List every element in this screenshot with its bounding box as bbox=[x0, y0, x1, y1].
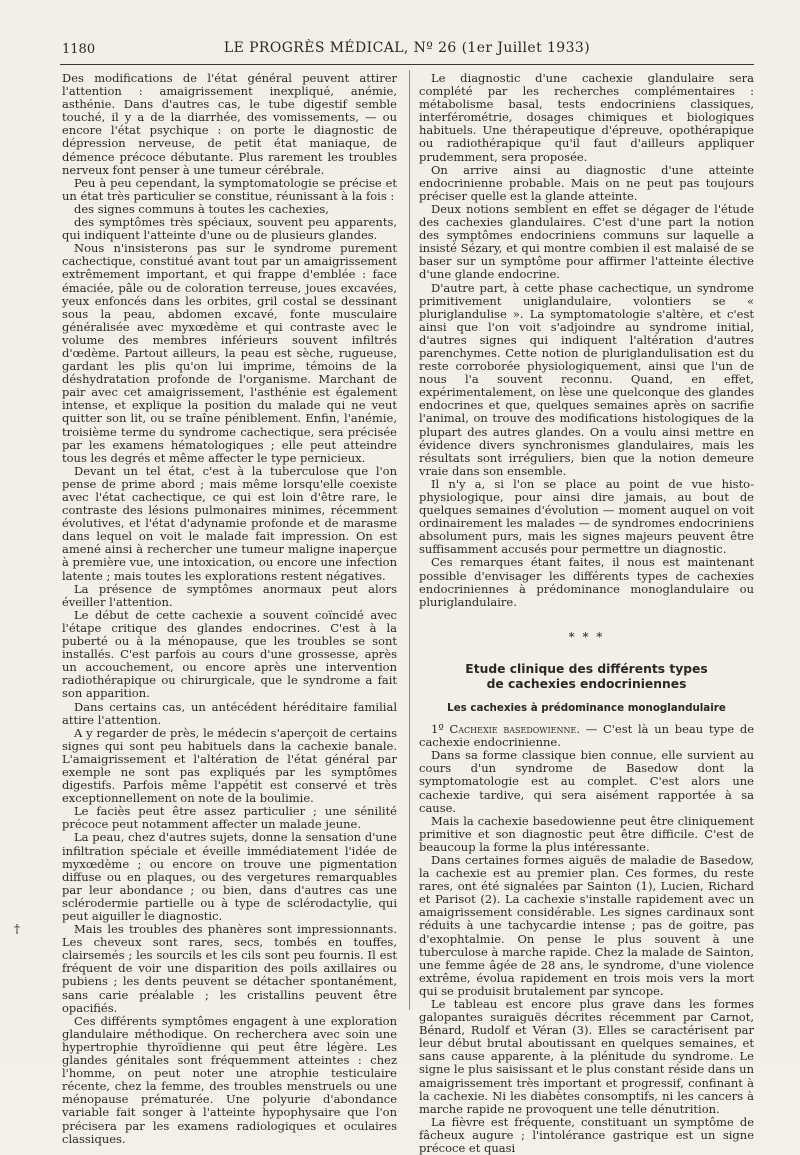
paragraph: Il n'y a, si l'on se place au point de vue histo-physiologique, pour ainsi dire jamais, au bout de quelques semaines d'évolution — moment auquel on voit ordinairement les malades — de syndromes endocriniens absolument purs, mais les signes majeurs peuvent être suffisamment accusés pour permettre un diagnostic. bbox=[419, 476, 754, 557]
paragraph: Peu à peu cependant, la symptomatologie se précise et un état très particulier se constitue, réunissant à la fois : bbox=[62, 175, 397, 203]
right-column bbox=[419, 72, 754, 1155]
paragraph: D'autre part, à cette phase cachectique, un syndrome primitivement uniglandulaire, volontiers se « pluriglandulise ». La symptomatologie s'altère, et c'est ainsi que l'on voit s'adjoindre au syndrome initial, d'autres signes qui indiquent l'altération d'autres parenchymes. Cette notion de pluriglandulisation est du reste corroborée physiologiquement, ainsi que l'un de nous l'a souvent reconnu. Quand, en effet, expérimentalement, on lèse une quelconque des glandes endocrines et que, quelques semaines après on sacrifie l'animal, on trouve des modifications histologiques de la plupart des autres glandes. On a voulu ainsi mettre en évidence divers synchronismes glandulaires, mais les résultats sont irréguliers, bien que la notion demeure vraie dans son ensemble. bbox=[419, 280, 754, 478]
paragraph: Dans certains cas, un antécédent héréditaire familial attire l'attention. bbox=[62, 699, 397, 727]
section-asterism: * * * bbox=[568, 629, 605, 644]
paragraph: Le tableau est encore plus grave dans les formes galopantes suraiguës décrites récemment par Carnot, Bénard, Rudolf et Véran (3). Elles se caractérisent par leur début brutal aboutissant en quelques semaines, et sans cause apparente, à la plénitude du syndrome. Le signe le plus saisissant et le plus constant réside dans un amaigrissement très important et progressif, confinant à la cachexie. Ni les diabètes consomptifs, ni les cancers à marche rapide ne provoquent une telle dénutrition. bbox=[419, 997, 754, 1116]
page-header bbox=[62, 38, 752, 60]
subsection-title: Les cachexies à prédominance monoglandulaire bbox=[447, 701, 726, 714]
paragraph: Ces remarques étant faites, il nous est maintenant possible d'envisager les différents types de cachexies endocriniennes à prédominance monoglandulaire ou pluriglandulaire. bbox=[419, 555, 754, 609]
column-divider bbox=[409, 70, 410, 1010]
paragraph: Devant un tel état, c'est à la tuberculose que l'on pense de prime abord ; mais même lorsqu'elle coexiste avec l'état cachectique, ce qui est loin d'être rare, le contraste des lésions pulmonaires minimes, récemment évolutives, et l'état d'adynamie profonde et de marasme dans lequel on voit le malade fait impression. On est amené ainsi à rechercher une tumeur maligne inaperçue à première vue, une intoxication, ou encore une infection latente ; mais toutes les explorations restent négatives. bbox=[62, 463, 397, 583]
paragraph: Le début de cette cachexie a souvent coïncidé avec l'étape critique des glandes endocrines. C'est à la puberté ou à la ménopause, que les troubles se sont installés. C'est parfois au cours d'une grossesse, après un accouchement, ou encore après une intervention radiothérapique ou chirurgicale, que le syndrome a fait son apparition. bbox=[62, 607, 397, 701]
section-title-line-2: de cachexies endocriniennes bbox=[486, 676, 687, 691]
paragraph: A y regarder de près, le médecin s'aperçoit de certains signes qui sont peu habituels dans la cachexie banale. L'amaigrissement et l'altération de l'état général par exemple ne sont pas expliqués par les symptômes digestifs. Parfois même l'appétit est conservé et très exceptionnellement on note de la boulimie. bbox=[62, 725, 397, 806]
paragraph: On arrive ainsi au diagnostic d'une atteinte endocrinienne probable. Mais on ne peut pas toujours préciser quelle est la glande atteinte. bbox=[419, 162, 754, 203]
paragraph: Mais les troubles des phanères sont impressionnants. Les cheveux sont rares, secs, tombés en touffes, clairsemés ; les sourcils et les cils sont peu fournis. Il est fréquent de voir une disparition des poils axillaires ou pubiens ; les dents peuvent se détacher spontanément, sans carie préalable ; les cristallins peuvent être opacifiés. bbox=[62, 922, 397, 1015]
paragraph: La présence de symptômes anormaux peut alors éveiller l'attention. bbox=[62, 581, 397, 609]
section-title-line-1: Etude clinique des différents types bbox=[465, 661, 708, 676]
paragraph: Des modifications de l'état général peuvent attirer l'attention : amaigrissement inexpliqué, anémie, asthénie. Dans d'autres cas, le tube digestif semble touché, il y a de la diarrhée, des vomissements, — ou encore l'état psychique : on porte le diagnostic de dépression nerveuse, de petit état maniaque, de démence précoce débutante. Plus rarement les troubles nerveux font penser à une tumeur cérébrale. bbox=[62, 71, 397, 177]
margin-mark: † bbox=[14, 922, 20, 936]
item-text: — C'est là un beau type de cachexie endocrinienne. bbox=[419, 722, 755, 750]
paragraph: Le diagnostic d'une cachexie glandulaire sera complété par les recherches complémentaires : métabolisme basal, tests endocriniens classiques, interférométrie, dosages chimiques et biologiques habituels. Une thérapeutique d'épreuve, opothérapique ou radiothérapique qu'il faut d'ailleurs appliquer prudemment, sera proposée. bbox=[419, 71, 754, 164]
paragraph: des symptômes très spéciaux, souvent peu apparents, qui indiquent l'atteinte d'une ou de plusieurs glandes. bbox=[62, 215, 397, 243]
paragraph: Dans sa forme classique bien connue, elle survient au cours d'un syndrome de Basedow dont la symptomatologie est au complet. C'est alors une cachexie tardive, qui sera aisément rapportée à sa cause. bbox=[419, 748, 754, 815]
item-heading: 1º Cachexie basedowienne. bbox=[431, 722, 581, 737]
paragraph: Ces différents symptômes engagent à une exploration glandulaire méthodique. On recherchera avec soin une hypertrophie thyroïdienne qui peut être légère. Les glandes génitales sont fréquemment atteintes : chez l'homme, on peut noter une atrophie testiculaire récente, chez la femme, des troubles menstruels ou une ménopause prématurée. Une polyurie d'abondance variable fait songer à l'atteinte hypophysaire que l'on précisera par les examens radiologiques et oculaires classiques. bbox=[62, 1013, 397, 1146]
header-rule bbox=[60, 64, 754, 65]
paragraph: des signes communs à toutes les cachexies, bbox=[74, 201, 329, 216]
paragraph: Mais la cachexie basedowienne peut être cliniquement primitive et son diagnostic peut être difficile. C'est de beaucoup la forme la plus intéressante. bbox=[419, 813, 754, 854]
paragraph: La fièvre est fréquente, constituant un symptôme de fâcheux augure ; l'intolérance gastrique est un signe précoce et quasi bbox=[419, 1114, 754, 1155]
page-number: 1180 bbox=[62, 42, 96, 57]
paragraph: La peau, chez d'autres sujets, donne la sensation d'une infiltration spéciale et éveille immédiatement l'idée de myxœdème ; ou encore on trouve une pigmentation diffuse ou en plaques, ou des vergetures remarquables par leur abondance ; ou bien, dans d'autres cas une sclérodermie partielle ou à type de sclérodactylie, qui peut aiguiller le diagnostic. bbox=[62, 830, 397, 923]
left-column bbox=[62, 72, 397, 1146]
paragraph: Le faciès peut être assez particulier ; une sénilité précoce peut notamment affecter un malade jeune. bbox=[62, 804, 397, 832]
paragraph: Deux notions semblent en effet se dégager de l'étude des cachexies glandulaires. C'est d'une part la notion des symptômes endocriniens communs sur laquelle a insisté Sézary, et qui montre combien il est malaisé de se baser sur un symptôme pour affirmer l'atteinte élective d'une glande endocrine. bbox=[419, 201, 754, 282]
item-paragraph bbox=[419, 723, 754, 749]
paragraph: Nous n'insisterons pas sur le syndrome purement cachectique, constitué avant tout par un amaigrissement extrêmement important, et qui frappe d'emblée : face émaciée, pâle ou de coloration terreuse, joues excavées, yeux enfoncés dans les orbites, gril costal se dessinant sous la peau, abdomen excavé, fonte musculaire généralisée avec myxœdème et qui contraste avec le volume des membres inférieurs souvent infiltrés d'œdème. Partout ailleurs, la peau est sèche, rugueuse, gardant les plis qu'on lui imprime, témoins de la déshydratation profonde de l'organisme. Marchant de pair avec cet amaigrissement, l'asthénie est également intense, et explique la position du malade qui ne veut quitter son lit, ou se traîne péniblement. Enfin, l'anémie, troisième terme du syndrome cachectique, sera précisée par les examens hématologiques ; elle peut atteindre tous les degrés et même affecter le type pernicieux. bbox=[62, 241, 397, 465]
running-title: LE PROGRÈS MÉDICAL, Nº 26 (1er Juillet 1933) bbox=[223, 40, 591, 56]
paragraph: Dans certaines formes aiguës de maladie de Basedow, la cachexie est au premier plan. Ces formes, du reste rares, ont été signalées par Sainton (1), Lucien, Richard et Parisot (2). La cachexie s'installe rapidement avec un amaigrissement considérable. Les signes cardinaux sont réduits à une tachycardie intense ; pas de goitre, pas d'exophtalmie. On pense le plus souvent à une tuberculose à marche rapide. Chez la malade de Sainton, une femme âgée de 28 ans, le syndrome, d'une violence extrême, évolua rapidement en trois mois vers la mort qui se produisit brutalement par syncope. bbox=[419, 852, 754, 998]
